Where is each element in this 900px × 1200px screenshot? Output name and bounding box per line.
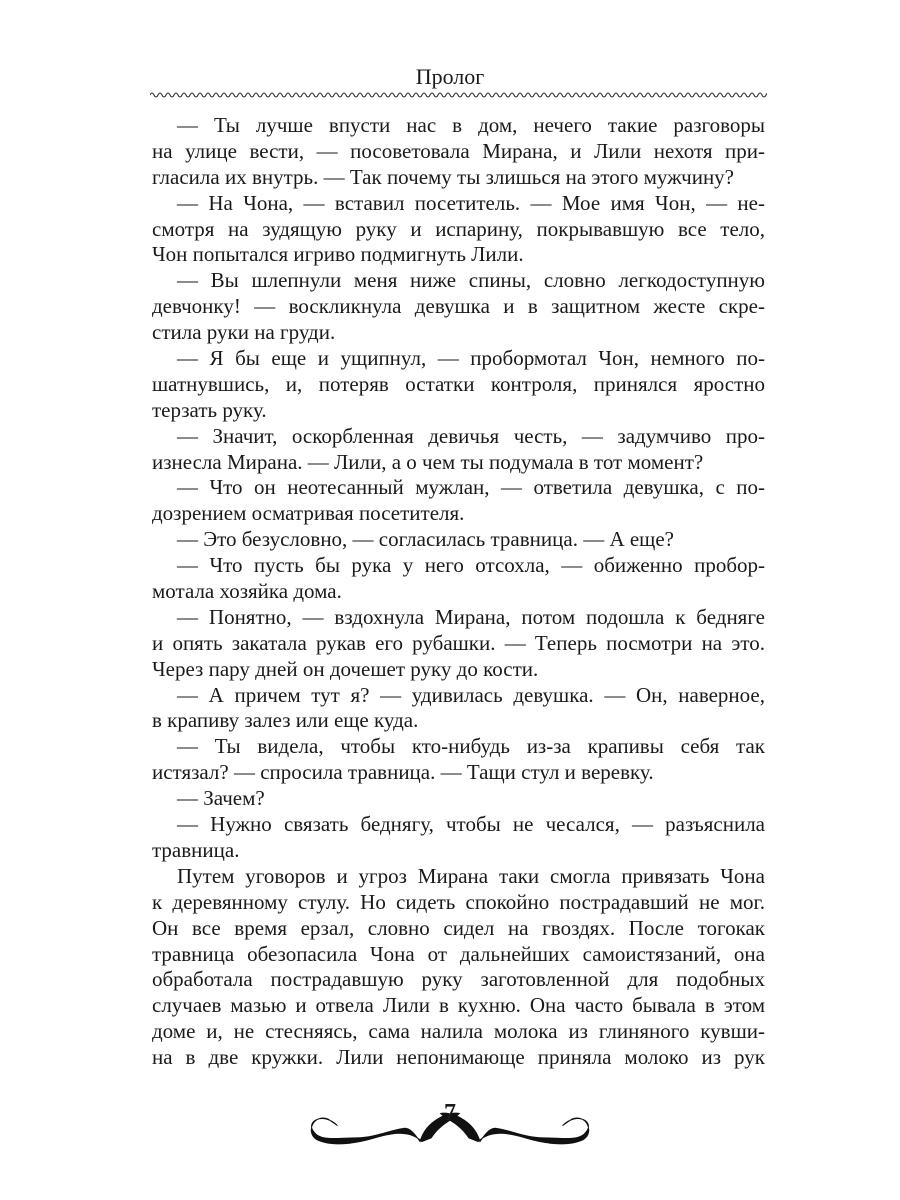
text-line: терзать руку.: [152, 397, 267, 422]
text-line: в крапиву залез или еще куда.: [152, 708, 419, 733]
body-text: [152, 113, 765, 1071]
text-line: смотря на зудящую руку и испарину, покрывавшую все тело,: [152, 216, 765, 241]
text-line: дозрением осматривая посетителя.: [152, 501, 465, 526]
text-line: к деревянному стулу. Но сидеть спокойно пострадавший не мог.: [152, 889, 765, 914]
text-line: на в две кружки. Лили непонимающе приняла молоко из рук: [152, 1045, 765, 1070]
wavy-divider: [150, 90, 767, 100]
text-line: случаев мазью и отвела Лили в кухню. Она часто бывала в этом: [152, 993, 765, 1018]
text-line: травница.: [152, 837, 240, 862]
text-line: Чон попытался игриво подмигнуть Лили.: [152, 242, 524, 267]
text-line: — Нужно связать беднягу, чтобы не чесался, — разъяснила: [177, 812, 765, 837]
text-line: — Вы шлепнули меня ниже спины, словно легкодоступную: [177, 268, 765, 293]
text-line: — А причем тут я? — удивилась девушка. — Он, наверное,: [177, 682, 765, 707]
text-line: шатнувшись, и, потеряв остатки контроля, принялся яростно: [152, 371, 765, 396]
text-line: — На Чона, — вставил посетитель. — Мое имя Чон, — не-: [177, 190, 765, 215]
text-line: стила руки на груди.: [152, 320, 336, 345]
text-line: — Понятно, — вздохнула Мирана, потом подошла к бедняге: [177, 604, 765, 629]
text-line: Через пару дней он дочешет руку до кости.: [152, 656, 539, 681]
text-line: девчонку! — воскликнула девушка и в защитном жесте скре-: [152, 294, 765, 319]
text-line: Он все время ерзал, словно сидел на гвоздях. После тогокак: [152, 915, 765, 940]
page-number: 7: [444, 1100, 456, 1126]
text-line: мотала хозяйка дома.: [152, 579, 342, 604]
running-header: Пролог: [415, 64, 485, 89]
text-line: — Что он неотесанный мужлан, — ответила девушка, с по-: [177, 475, 765, 500]
text-line: истязал? — спросила травница. — Тащи стул и веревку.: [152, 760, 654, 785]
text-line: — Ты лучше впусти нас в дом, нечего такие разговоры: [177, 113, 765, 137]
text-line: — Это безусловно, — согласилась травница. — А еще?: [177, 527, 674, 552]
text-line: на улице вести, — посоветовала Мирана, и Лили нехотя при-: [152, 138, 765, 163]
text-line: обработала пострадавшую руку заготовленной для подобных: [152, 967, 765, 992]
text-line: — Значит, оскорбленная девичья честь, — задумчиво про-: [177, 423, 765, 448]
text-line: доме и, не стесняясь, сама налила молока из глиняного кувши-: [152, 1019, 765, 1044]
text-line: травница обезопасила Чона от дальнейших самоистязаний, она: [152, 941, 765, 966]
text-line: — Я бы еще и ущипнул, — пробормотал Чон, немного по-: [177, 346, 765, 371]
text-line: — Что пусть бы рука у него отсохла, — обиженно пробор-: [177, 553, 765, 578]
text-line: гласила их внутрь. — Так почему ты злишься на этого мужчину?: [152, 164, 735, 189]
text-line: — Ты видела, чтобы кто-нибудь из-за крапивы себя так: [177, 734, 765, 759]
text-line: — Зачем?: [177, 786, 265, 811]
text-line: Путем уговоров и угроз Мирана таки смогла привязать Чона: [177, 863, 765, 888]
text-line: и опять закатала рукав его рубашки. — Теперь посмотри на это.: [152, 630, 765, 655]
text-line: изнесла Мирана. — Лили, а о чем ты подумала в тот момент?: [152, 449, 704, 474]
